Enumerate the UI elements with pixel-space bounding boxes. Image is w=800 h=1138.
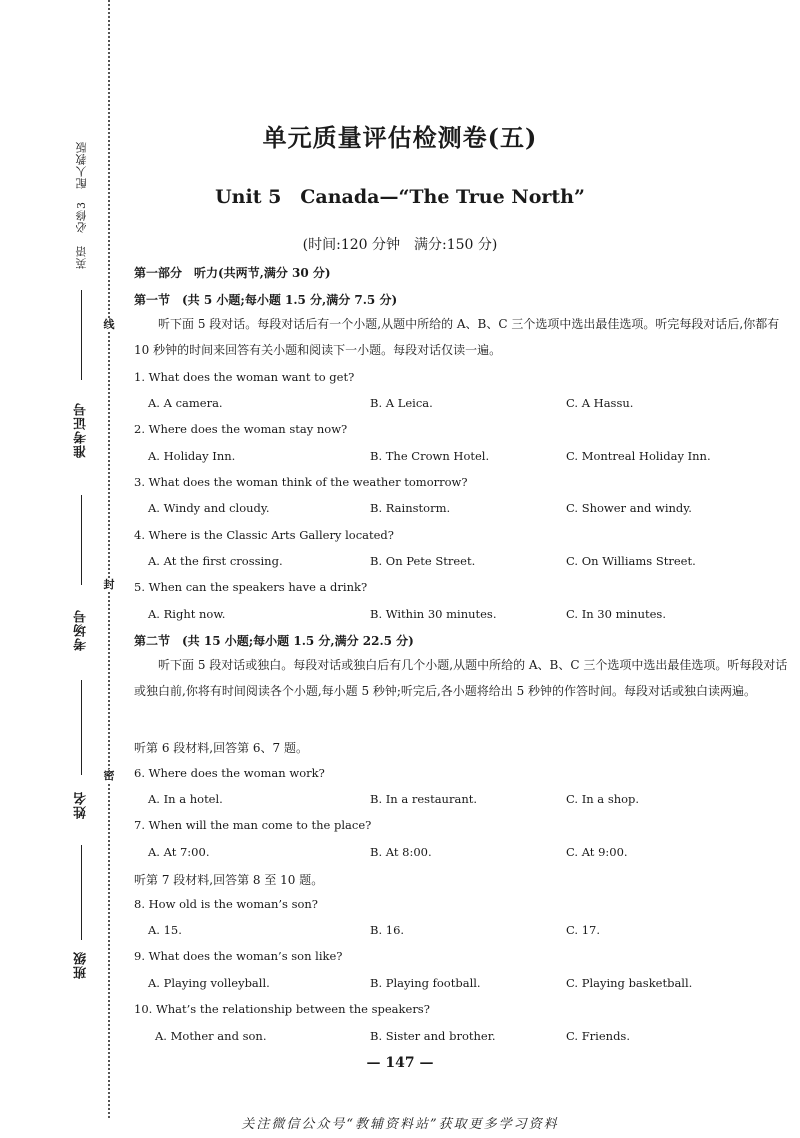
q10-option-a: A. Mother and son. [155, 1029, 267, 1043]
name-label: 姓名 [74, 791, 89, 819]
q3-option-b: B. Rainstorm. [370, 501, 451, 515]
question-7: 7. When will the man come to the place? [134, 818, 372, 832]
q1-option-a: A. A camera. [148, 396, 223, 410]
q8-option-c: C. 17. [566, 923, 600, 937]
q10-option-b: B. Sister and brother. [370, 1029, 496, 1043]
question-8: 8. How old is the woman’s son? [134, 897, 318, 911]
question-4: 4. Where is the Classic Arts Gallery located? [134, 528, 394, 542]
material-6-note: 听第 6 段材料,回答第 6、7 题。 [134, 741, 308, 755]
footer-note: 关注微信公众号“教辅资料站”获取更多学习资料 [241, 1117, 559, 1132]
q3-option-c: C. Shower and windy. [566, 501, 692, 515]
q1-option-b: B. A Leica. [370, 396, 433, 410]
edition-label: 英语 必修3 配人教版 [75, 141, 88, 269]
q5-option-c: C. In 30 minutes. [566, 607, 666, 621]
seal-feng-mark: 封 [103, 578, 115, 591]
section2-instructions: 听下面 5 段对话或独白。每段对话或独白后有几个小题,从题中所给的 A、B、C 三个选项中选出最佳选项。听每段对话或独白前,你将有时间阅读各个小题,每小题 5 秒钟;听完后,各小题将给出 5 秒钟的作答时间。每段对话或独白读两遍。 [134, 658, 788, 698]
exam-no-blank [81, 290, 82, 380]
question-2: 2. Where does the woman stay now? [134, 422, 348, 436]
q2-option-b: B. The Crown Hotel. [370, 449, 490, 463]
q6-option-c: C. In a shop. [566, 792, 640, 806]
binding-dotted-line [108, 0, 110, 1118]
q7-option-c: C. At 9:00. [566, 845, 628, 859]
q5-option-a: A. Right now. [148, 607, 226, 621]
q5-option-b: B. Within 30 minutes. [370, 607, 497, 621]
section1-heading: 第一节 (共 5 小题;每小题 1.5 分,满分 7.5 分) [134, 293, 398, 307]
question-1: 1. What does the woman want to get? [134, 370, 355, 384]
q2-option-c: C. Montreal Holiday Inn. [566, 449, 711, 463]
q4-option-c: C. On Williams Street. [566, 554, 696, 568]
question-3: 3. What does the woman think of the weather tomorrow? [134, 475, 468, 489]
room-no-label: 考场号 [74, 609, 89, 651]
q4-option-a: A. At the first crossing. [148, 554, 283, 568]
question-10: 10. What’s the relationship between the speakers? [134, 1002, 430, 1016]
seal-line-mark: 线 [103, 318, 115, 331]
class-label: 班级 [74, 951, 89, 979]
q3-option-a: A. Windy and cloudy. [148, 501, 270, 515]
class-blank [81, 845, 82, 940]
section1-instructions: 听下面 5 段对话。每段对话后有一个小题,从题中所给的 A、B、C 三个选项中选出最佳选项。听完每段对话后,你都有 10 秒钟的时间来回答有关小题和阅读下一小题。每段对话仅读一遍。 [134, 317, 780, 357]
q7-option-a: A. At 7:00. [148, 845, 210, 859]
name-blank [81, 680, 82, 775]
q6-option-a: A. In a hotel. [148, 792, 223, 806]
room-no-blank [81, 495, 82, 585]
question-6: 6. Where does the woman work? [134, 766, 325, 780]
q6-option-b: B. In a restaurant. [370, 792, 478, 806]
time-info: (时间:120 分钟 满分:150 分) [302, 237, 498, 253]
q4-option-b: B. On Pete Street. [370, 554, 476, 568]
q7-option-b: B. At 8:00. [370, 845, 432, 859]
section2-heading: 第二节 (共 15 小题;每小题 1.5 分,满分 22.5 分) [134, 634, 414, 648]
material-7-note: 听第 7 段材料,回答第 8 至 10 题。 [134, 873, 324, 887]
page-title: 单元质量评估检测卷(五) [262, 123, 538, 152]
part1-heading: 第一部分 听力(共两节,满分 30 分) [134, 266, 331, 280]
q8-option-b: B. 16. [370, 923, 405, 937]
q10-option-c: C. Friends. [566, 1029, 630, 1043]
page-number: — 147 — [366, 1055, 434, 1071]
exam-no-label: 准考证号 [74, 402, 89, 458]
q9-option-b: B. Playing football. [370, 976, 481, 990]
seal-mi-mark: 密 [103, 769, 115, 782]
question-9: 9. What does the woman’s son like? [134, 949, 343, 963]
q1-option-c: C. A Hassu. [566, 396, 634, 410]
q9-option-c: C. Playing basketball. [566, 976, 693, 990]
question-5: 5. When can the speakers have a drink? [134, 580, 368, 594]
unit-subtitle: Unit 5 Canada—“The True North” [215, 186, 585, 208]
q9-option-a: A. Playing volleyball. [148, 976, 270, 990]
q8-option-a: A. 15. [148, 923, 182, 937]
q2-option-a: A. Holiday Inn. [148, 449, 236, 463]
